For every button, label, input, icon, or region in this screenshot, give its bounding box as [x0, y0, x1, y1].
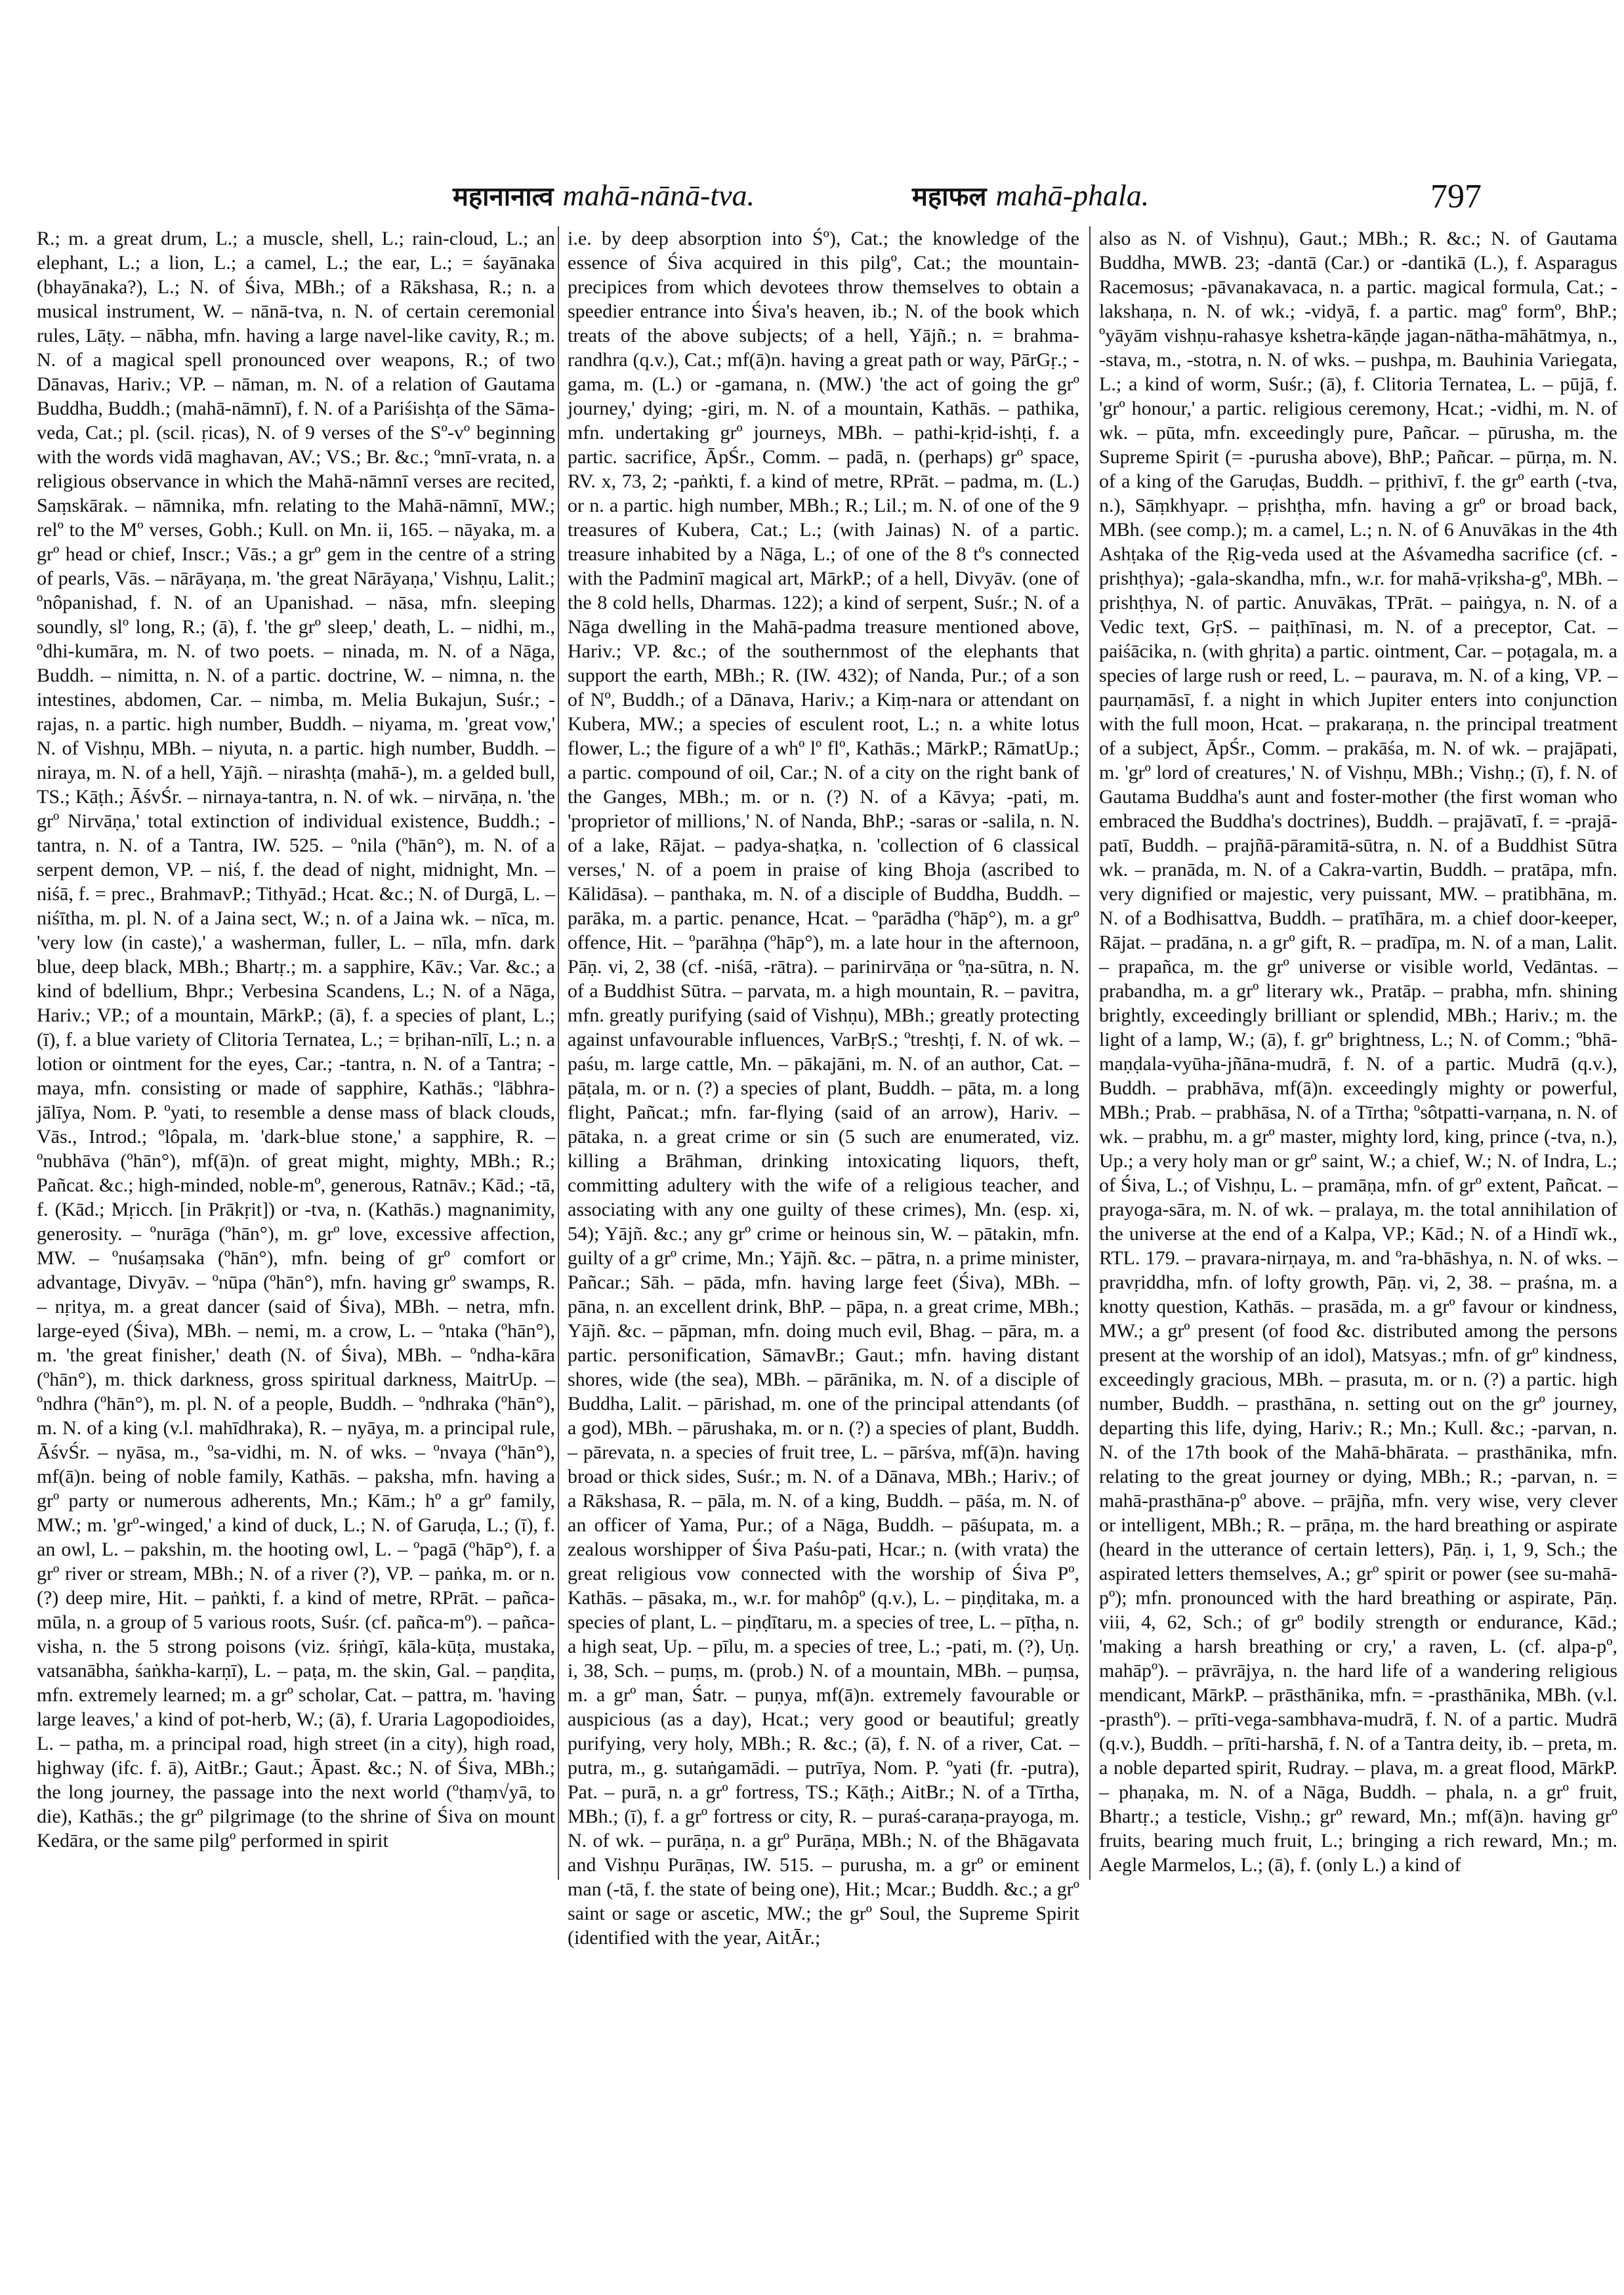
right-guide-word: [912, 177, 1149, 213]
column-left-text: R.; m. a great drum, L.; a muscle, shell, L.; rain-cloud, L.; an elephant, L.; a lion, L.; a camel, L.; the ear, L.; = śayānaka (bhayānaka?), L.; N. of Śiva, MBh.; of a Rākshasa, R.; n. a musical instrument, W. – nānā-tva, n. N. of certain ceremonial rules, Lāṭy. – nābha, mfn. having a large navel-like cavity, R.; m. N. of a magical spell pronounced over weapons, R.; of two Dānavas, Hariv.; VP. – nāman, m. N. of a relation of Gautama Buddha, Buddh.; (mahā-nāmnī), f. N. of a Pariśishṭa of the Sāma-veda, Cat.; pl. (scil. ṛicas), N. of 9 verses of the Sº-vº beginning with the words vidā maghavan, AV.; VS.; Br. &c.; ºmnī-vrata, n. a religious observance in which the Mahā-nāmnī verses are recited, Saṃskārak. – nāmnika, mfn. relating to the Mahā-nāmnī, MW.; relº to the Mº verses, Gobh.; Kull. on Mn. ii, 165. – nāyaka, m. a grº head or chief, Inscr.; Vās.; a grº gem in the centre of a string of pearls, Vās. – nārāyaṇa, m. 'the great Nārāyaṇa,' Vishṇu, Lalit.; ºnôpanishad, f. N. of an Upanishad. – nāsa, mfn. sleeping soundly, slº long, R.; (ā), f. 'the grº sleep,' death, L. – nidhi, m., ºdhi-kumāra, m. N. of two poets. – ninada, m. N. of a Nāga, Buddh. – nimitta, n. N. of a partic. doctrine, W. – nimna, n. the intestines, abdomen, Car. – nimba, m. Melia Bukajun, Suśr.; -rajas, n. a partic. high number, Buddh. – niyama, m. 'great vow,' N. of Vishṇu, MBh. – niyuta, n. a partic. high number, Buddh. – niraya, m. N. of a hell, Yājñ. – nirashṭa (mahā-), m. a gelded bull, TS.; Kāṭh.; ĀśvŚr. – nirnaya-tantra, n. N. of wk. – nirvāṇa, n. 'the grº Nirvāṇa,' total extinction of individual existence, Buddh.; -tantra, n. N. of a Tantra, IW. 525. – ºnila (ºhān°), m. N. of a serpent demon, VP. – niś, f. the dead of night, midnight, Mn. – niśā, f. = prec., BrahmavP.; Tithyād.; Hcat. &c.; N. of Durgā, L. – niśītha, m. pl. N. of a Jaina sect, W.; n. of a Jaina wk. – nīca, m. 'very low (in caste),' a washerman, fuller, L. – nīla, mfn. dark blue, deep black, MBh.; Bhartṛ.; m. a sapphire, Kāv.; Var. &c.; a kind of bdellium, Bhpr.; Verbesina Scandens, L.; N. of a Nāga, Hariv.; VP.; of a mountain, MārkP.; (ā), f. a species of plant, L.; (ī), f. a blue variety of Clitoria Ternatea, L.; = bṛihan-nīlī, L.; n. a lotion or ointment for the eyes, Car.; -tantra, n. N. of a Tantra; -maya, mfn. consisting or made of sapphire, Kathās.; ºlābhra-jālīya, Nom. P. ºyati, to resemble a dense mass of black clouds, Vās., Introd.; ºlôpala, m. 'dark-blue stone,' a sapphire, R. – ºnubhāva (ºhān°), mf(ā)n. of great might, mighty, MBh.; R.; Pañcat. &c.; high-minded, noble-mº, generous, Ratnāv.; Kād.; -tā, f. (Kād.; Mṛicch. [in Prākṛit]) or -tva, n. (Kathās.) magnanimity, generosity. – ºnurāga (ºhān°), m. grº love, excessive affection, MW. – ºnuśaṃsaka (ºhān°), mfn. being of grº comfort or advantage, Divyāv. – ºnūpa (ºhān°), mfn. having grº swamps, R. – nṛitya, m. a great dancer (said of Śiva), MBh. – netra, mfn. large-eyed (Śiva), MBh. – nemi, m. a crow, L. – ºntaka (ºhān°), m. 'the great finisher,' death (N. of Śiva), MBh. – ºndha-kāra (ºhān°), m. thick darkness, gross spiritual darkness, MaitrUp. – ºndhra (ºhān°), m. pl. N. of a people, Buddh. – ºndhraka (ºhān°), m. N. of a king (v.l. mahīdhraka), R. – nyāya, m. a principal rule, ĀśvŚr. – nyāsa, m., ºsa-vidhi, m. N. of wks. – ºnvaya (ºhān°), mf(ā)n. being of noble family, Kathās. – paksha, mfn. having a grº party or numerous adherents, Mn.; Kām.; hº a grº family, MW.; m. 'grº-winged,' a kind of duck, L.; N. of Garuḍa, L.; (ī), f. an owl, L. – pakshin, m. the hooting owl, L. – ºpagā (ºhāp°), f. a grº river or stream, MBh.; N. of a river (?), VP. – paṅka, m. or n. (?) deep mire, Hit. – paṅkti, f. a kind of metre, RPrāt. – pañca-mūla, n. a group of 5 various roots, Suśr. (cf. pañca-mº). – pañca-visha, n. the 5 strong poisons (viz. śṛiṅgī, kāla-kūṭa, mustaka, vatsanābha, śaṅkha-karṇī), L. – paṭa, m. the skin, Gal. – paṇḍita, mfn. extremely learned; m. a grº scholar, Cat. – pattra, m. 'having large leaves,' a kind of pot-herb, W.; (ā), f. Uraria Lagopodioides, L. – patha, m. a principal road, high street (in a city), high road, highway (ifc. f. ā), AitBr.; Gaut.; Āpast. &c.; N. of Śiva, MBh.; the long journey, the passage into the next world (ºthaṃ√yā, to die), Kathās.; the grº pilgrimage (to the shrine of Śiva on mount Kedāra, or the same pilgº performed in spirit: [37, 228, 555, 1851]
column-middle-text: i.e. by deep absorption into Śº), Cat.; the knowledge of the essence of Śiva acquired in this pilgº, Cat.; the mountain-precipices from which devotees throw themselves to obtain a speedier entrance into Śiva's heaven, ib.; N. of the book which treats of the above subjects; of a hell, Yājñ.; n. = brahma-randhra (q.v.), Cat.; mf(ā)n. having a great path or way, PārGṛ.; -gama, m. (L.) or -gamana, n. (MW.) 'the act of going the grº journey,' dying; -giri, m. N. of a mountain, Kathās. – pathika, mfn. undertaking grº journeys, MBh. – pathi-kṛid-ishṭi, f. a partic. sacrifice, ĀpŚr., Comm. – padā, n. (perhaps) grº space, RV. x, 73, 2; -paṅkti, f. a kind of metre, RPrāt. – padma, m. (L.) or n. a partic. high number, MBh.; R.; Lil.; m. N. of one of the 9 treasures of Kubera, Cat.; L.; (with Jainas) N. of a partic. treasure inhabited by a Nāga, L.; of one of the 8 tºs connected with the Padminī magical art, MārkP.; of a hell, Divyāv. (one of the 8 cold hells, Dharmas. 122); a kind of serpent, Suśr.; N. of a Nāga dwelling in the Mahā-padma treasure mentioned above, Hariv.; VP. &c.; of the southernmost of the elephants that support the earth, MBh.; R. (IW. 432); of Nanda, Pur.; of a son of Nº, Buddh.; of a Dānava, Hariv.; a Kiṃ-nara or attendant on Kubera, MW.; a species of esculent root, L.; n. a white lotus flower, L.; the figure of a whº lº flº, Kathās.; MārkP.; RāmatUp.; a partic. compound of oil, Car.; N. of a city on the right bank of the Ganges, MBh.; m. or n. (?) N. of a Kāvya; -pati, m. 'proprietor of millions,' N. of Nanda, BhP.; -saras or -salila, n. N. of a lake, Rājat. – padya-shaṭka, n. 'collection of 6 classical verses,' N. of a poem in praise of king Bhoja (ascribed to Kālidāsa). – panthaka, m. N. of a disciple of Buddha, Buddh. – parāka, m. a partic. penance, Hcat. – ºparādha (ºhāp°), m. a grº offence, Hit. – ºparāhṇa (ºhāp°), m. a late hour in the afternoon, Pāṇ. vi, 2, 38 (cf. -niśā, -rātra). – parinirvāṇa or ºṇa-sūtra, n. N. of a Buddhist Sūtra. – parvata, m. a high mountain, R. – pavitra, mfn. greatly purifying (said of Vishṇu), MBh.; greatly protecting against unfavourable influences, VarBṛS.; ºtreshṭi, f. N. of wk. – paśu, m. large cattle, Mn. – pākajāni, m. N. of an author, Cat. – pāṭala, m. or n. (?) a species of plant, Buddh. – pāta, m. a long flight, Pañcat.; mfn. far-flying (said of an arrow), Hariv. – pātaka, n. a great crime or sin (5 such are enumerated, viz. killing a Brāhman, drinking intoxicating liquors, theft, committing adultery with the wife of a religious teacher, and associating with any one guilty of these crimes), Mn. (esp. xi, 54); Yājñ. &c.; any grº crime or heinous sin, W. – pātakin, mfn. guilty of a grº crime, Mn.; Yājñ. &c. – pātra, n. a prime minister, Pañcar.; Sāh. – pāda, mfn. having large feet (Śiva), MBh. – pāna, n. an excellent drink, BhP. – pāpa, n. a great crime, MBh.; Yājñ. &c. – pāpman, mfn. doing much evil, Bhag. – pāra, m. a partic. personification, SāmavBr.; Gaut.; mfn. having distant shores, wide (the sea), MBh. – pārānika, m. N. of a disciple of Buddha, Lalit. – pārishad, m. one of the principal attendants (of a god), MBh. – pārushaka, m. or n. (?) a species of plant, Buddh. – pārevata, n. a species of fruit tree, L. – pārśva, mf(ā)n. having broad or thick sides, Suśr.; m. N. of a Dānava, MBh.; Hariv.; of a Rākshasa, R. – pāla, m. N. of a king, Buddh. – pāśa, m. N. of an officer of Yama, Pur.; of a Nāga, Buddh. – pāśupata, m. a zealous worshipper of Śiva Paśu-pati, Hcar.; n. (with vrata) the great religious vow connected with the worship of Śiva Pº, Kathās. – pāsaka, m., w.r. for mahôpº (q.v.), L. – piṇḍitaka, m. a species of plant, L. – piṇḍītaru, m. a species of tree, L. – pīṭha, n. a high seat, Up. – pīlu, m. a species of tree, L.; -pati, m. (?), Uṇ. i, 38, Sch. – puṃs, m. (prob.) N. of a mountain, MBh. – puṃsa, m. a grº man, Śatr. – puṇya, mf(ā)n. extremely favourable or auspicious (as a day), Hcat.; very good or beautiful; greatly purifying, very holy, MBh.; R. &c.; (ā), f. N. of a river, Cat. – putra, m., g. sutaṅgamādi. – putrīya, Nom. P. ºyati (fr. -putra), Pat. – purā, n. a grº fortress, TS.; Kāṭh.; AitBr.; N. of a Tīrtha, MBh.; (ī), f. a grº fortress or city, R. – puraś-caraṇa-prayoga, m. N. of wk. – purāṇa, n. a grº Purāṇa, MBh.; N. of the Bhāgavata and Vishṇu Purāṇas, IW. 515. – purusha, m. a grº or eminent man (-tā, f. the state of being one), Hit.; Mcar.; Buddh. &c.; a grº saint or sage or ascetic, MW.; the grº Soul, the Supreme Spirit (identified with the year, AitĀr.;: [568, 228, 1079, 1949]
right-guide-roman: mahā-phala.: [995, 178, 1150, 212]
page-number: 797: [1430, 178, 1482, 215]
left-guide-word: [453, 177, 755, 213]
column-right-text: also as N. of Vishṇu), Gaut.; MBh.; R. &c.; N. of Gautama Buddha, MWB. 23; -dantā (Car.) or -dantikā (L.), f. Asparagus Racemosus; -pāvanakavaca, n. a partic. magical formula, Cat.; -lakshaṇa, n. N. of wk.; -vidyā, f. a partic. magº formº, BhP.; ºyāyām vishṇu-rahasye kshetra-kāṇḍe jagan-nātha-māhātmya, n., -stava, m., -stotra, n. N. of wks. – pushpa, m. Bauhinia Variegata, L.; a kind of worm, Suśr.; (ā), f. Clitoria Ternatea, L. – pūjā, f. 'grº honour,' a partic. religious ceremony, Hcat.; -vidhi, m. N. of wk. – pūta, mfn. exceedingly pure, Pañcar. – pūrusha, m. the Supreme Spirit (= -purusha above), BhP.; Pañcar. – pūrṇa, m. N. of a king of the Garuḍas, Buddh. – pṛithivī, f. the grº earth (-tva, n.), Sāṃkhyapr. – pṛishṭha, mfn. having a grº or broad back, MBh. (see comp.); m. a camel, L.; n. N. of 6 Anuvākas in the 4th Ashṭaka of the Ṛig-veda used at the Aśvamedha sacrifice (cf. -prishṭhya); -gala-skandha, mfn., w.r. for mahā-vṛiksha-gº, MBh. – prishṭhya, N. of partic. Anuvākas, TPrāt. – paiṅgya, n. N. of a Vedic text, GṛS. – paiṭhīnasi, m. N. of a preceptor, Cat. – paiśācika, n. (with ghṛita) a partic. ointment, Car. – poṭagala, m. a species of large rush or reed, L. – paurava, m. N. of a king, VP. – paurṇamāsī, f. a night in which Jupiter enters into conjunction with the full moon, Hcat. – prakaraṇa, n. the principal treatment of a subject, ĀpŚr., Comm. – prakāśa, m. N. of wk. – prajāpati, m. 'grº lord of creatures,' N. of Vishṇu, MBh.; Vishṇ.; (ī), f. N. of Gautama Buddha's aunt and foster-mother (the first woman who embraced the Buddha's doctrines), Buddh. – prajāvatī, f. = -prajā-patī, Buddh. – prajñā-pāramitā-sūtra, n. N. of a Buddhist Sūtra wk. – pranāda, m. N. of a Cakra-vartin, Buddh. – pratāpa, mfn. very dignified or majestic, very puissant, MW. – pratibhāna, m. N. of a Bodhisattva, Buddh. – pratīhāra, m. a chief door-keeper, Rājat. – pradāna, n. a grº gift, R. – pradīpa, m. N. of a man, Lalit. – prapañca, m. the grº universe or visible world, Vedāntas. – prabandha, m. a grº literary wk., Pratāp. – prabha, mfn. shining brightly, exceedingly brilliant or splendid, MBh.; Hariv.; m. the light of a lamp, W.; (ā), f. grº brightness, L.; N. of Comm.; ºbhā-maṇḍala-vyūha-jñāna-mudrā, f. N. of a partic. Mudrā (q.v.), Buddh. – prabhāva, mf(ā)n. exceedingly mighty or powerful, MBh.; Prab. – prabhāsa, N. of a Tīrtha; ºsôtpatti-varṇana, n. N. of wk. – prabhu, m. a grº master, mighty lord, king, prince (-tva, n.), Up.; a very holy man or grº saint, W.; a chief, W.; N. of Indra, L.; of Śiva, L.; of Vishṇu, L. – pramāṇa, mfn. of grº extent, Pañcat. – prayoga-sāra, m. N. of wk. – pralaya, m. the total annihilation of the universe at the end of a Kalpa, VP.; Kād.; N. of a Hindī wk., RTL. 179. – pravara-nirṇaya, m. and ºra-bhāshya, n. N. of wks. – pravṛiddha, mfn. of lofty growth, Pāṇ. vi, 2, 38. – praśna, m. a knotty question, Kathās. – prasāda, m. a grº favour or kindness, MW.; a grº present (of food &c. distributed among the persons present at the worship of an idol), Matsyas.; mfn. of grº kindness, exceedingly gracious, MBh. – prasuta, m. or n. (?) a partic. high number, Buddh. – prasthāna, n. setting out on the grº journey, departing this life, dying, Hariv.; R.; Mn.; Kull. &c.; -parvan, n. N. of the 17th book of the Mahā-bhārata. – prasthānika, mfn. relating to the great journey or dying, MBh.; R.; -parvan, n. = mahā-prasthāna-pº above. – prājña, mfn. very wise, very clever or intelligent, MBh.; R. – prāṇa, m. the hard breathing or aspirate (heard in the utterance of certain letters), Pāṇ. i, 1, 9, Sch.; the aspirated letters themselves, A.; grº spirit or power (see su-mahā-pº); mfn. pronounced with the hard breathing or aspirate, Pāṇ. viii, 4, 62, Sch.; of grº bodily strength or endurance, Kād.; 'making a harsh breathing or cry,' a raven, L. (cf. alpa-pº, mahāpº). – prāvrājya, n. the hard life of a wandering religious mendicant, MārkP. – prāsthānika, mfn. = -prasthānika, MBh. (v.l. -prasthº). – prīti-vega-sambhava-mudrā, f. N. of a partic. Mudrā (q.v.), Buddh. – prīti-harshā, f. N. of a Tantra deity, ib. – preta, m. a noble departed spirit, Rudray. – plava, m. a great flood, MārkP. – phaṇaka, m. N. of a Nāga, Buddh. – phala, n. a grº fruit, Bhartṛ.; a testicle, Vishṇ.; grº reward, Mn.; mf(ā)n. having grº fruits, bearing much fruit, L.; bringing a rich reward, Mn.; m. Aegle Marmelos, L.; (ā), f. (only L.) a kind of: [1099, 228, 1617, 1876]
column-divider-2: [1089, 226, 1091, 1880]
column-right: [1099, 226, 1617, 1880]
running-header: [0, 177, 1624, 217]
column-left: [37, 226, 555, 1880]
left-guide-devanagari: महानानात्व: [453, 182, 554, 212]
right-guide-devanagari: महाफल: [912, 182, 987, 212]
column-divider-1: [558, 226, 559, 1880]
column-middle: [568, 226, 1079, 1949]
left-guide-roman: mahā-nānā-tva.: [562, 178, 755, 212]
